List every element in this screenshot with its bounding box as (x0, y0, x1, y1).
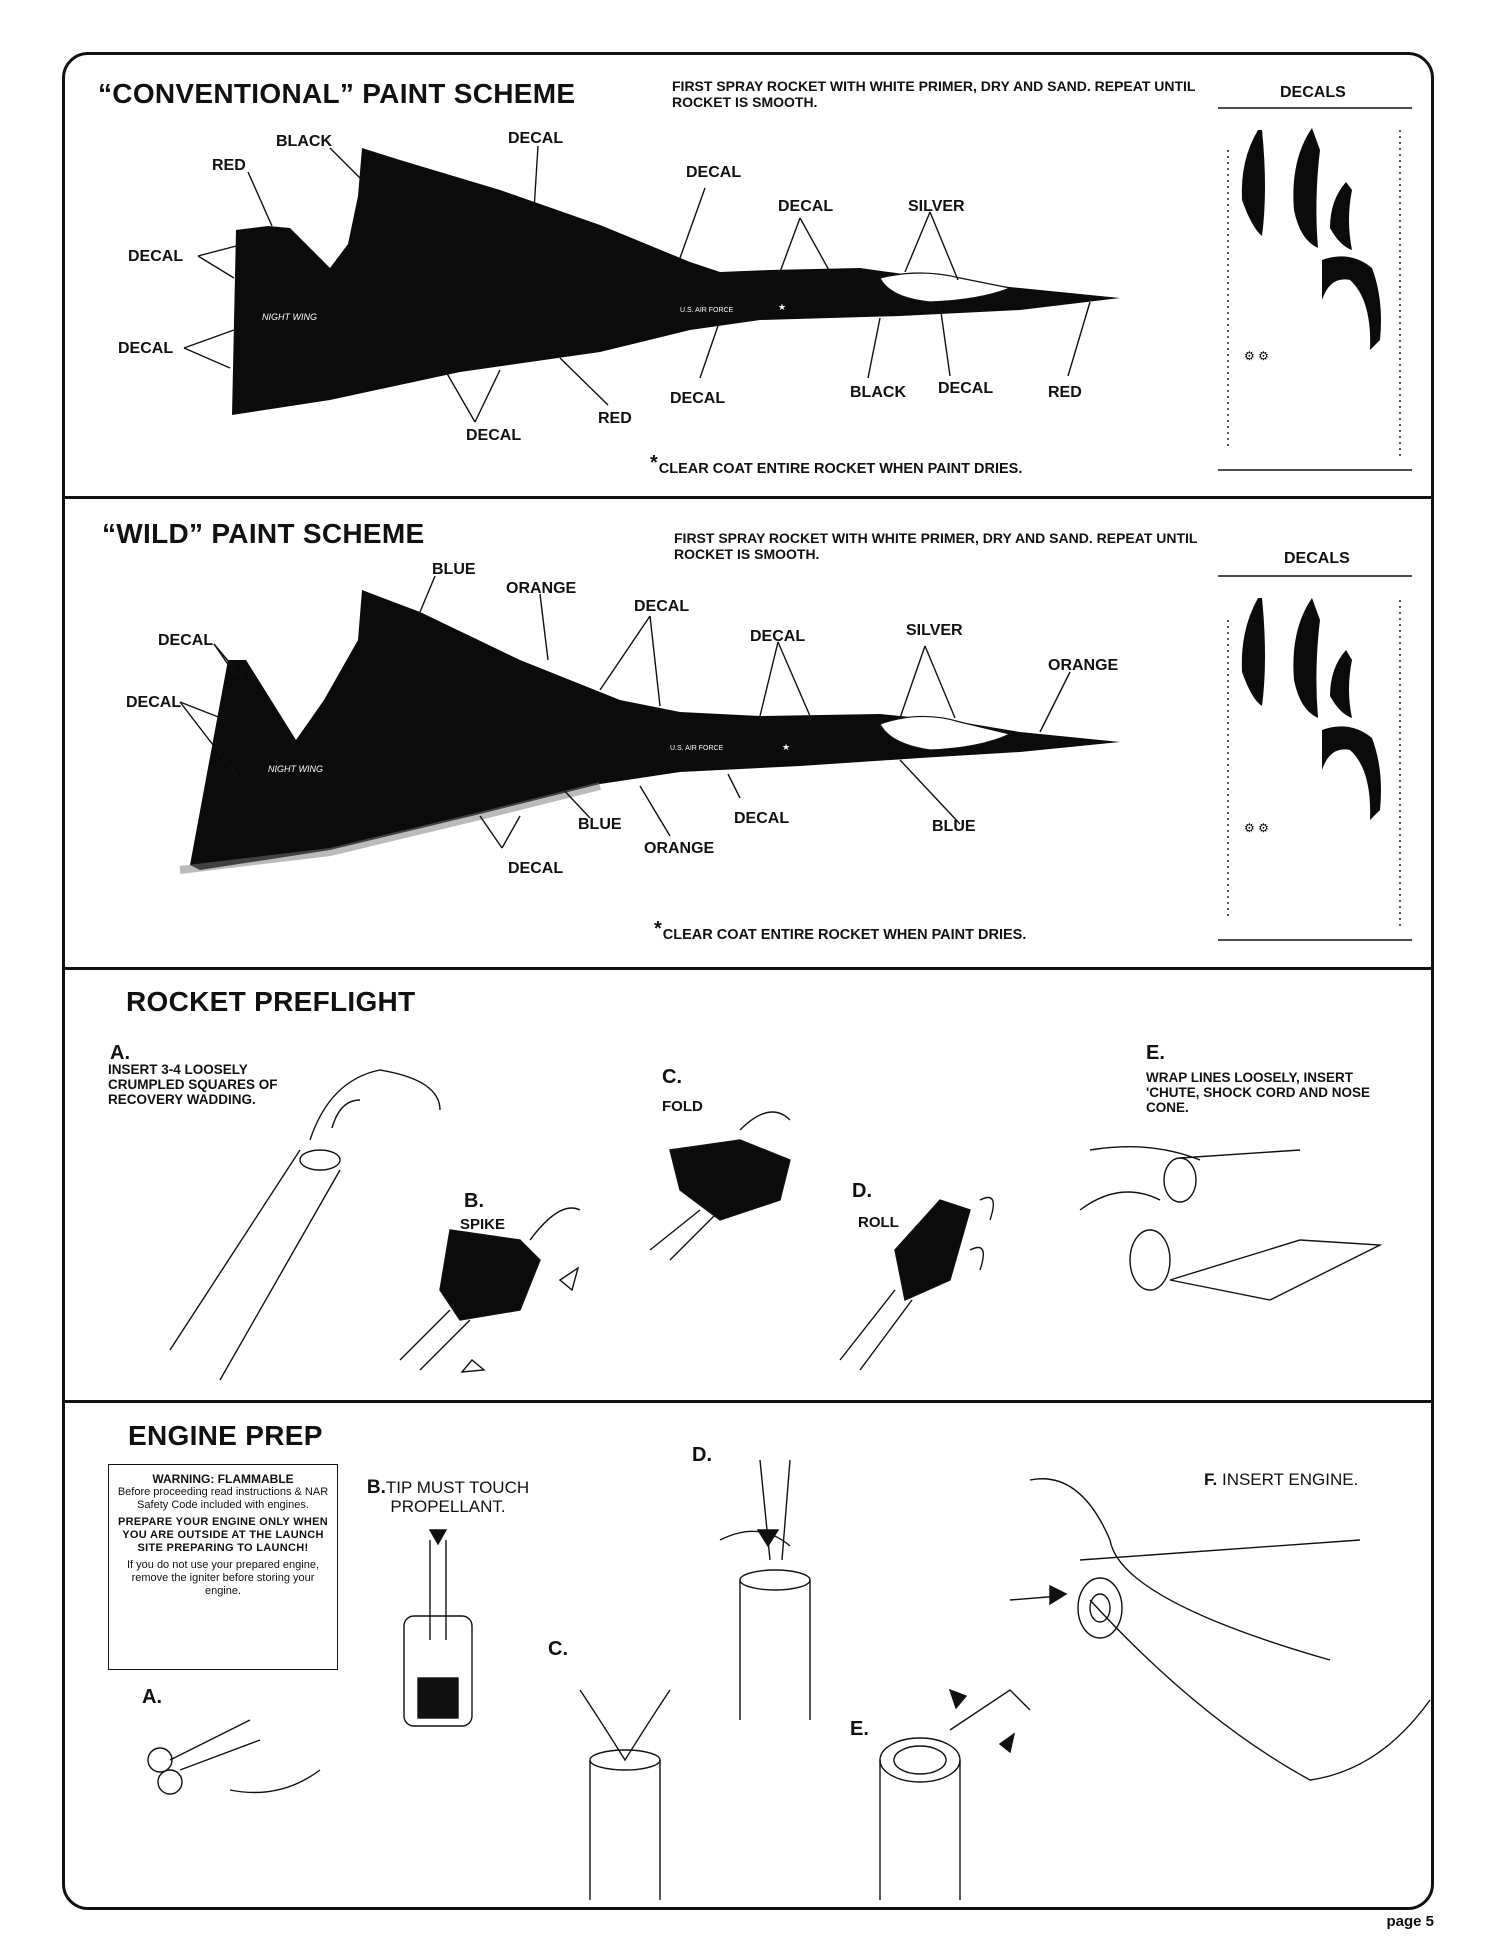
wild-decals-heading: DECALS (1284, 550, 1350, 567)
conventional-instruction: FIRST SPRAY ROCKET WITH WHITE PRIMER, DRY AND SAND. REPEAT UNTIL ROCKET IS SMOOTH. (672, 78, 1196, 110)
preflight-illustrations (170, 1070, 1380, 1380)
label-decal: DECAL (778, 198, 834, 215)
wild-instruction: FIRST SPRAY ROCKET WITH WHITE PRIMER, DRY AND SAND. REPEAT UNTIL ROCKET IS SMOOTH. (674, 530, 1198, 562)
label-decal: DECAL (686, 164, 742, 181)
label-decal: DECAL (118, 340, 174, 357)
conventional-clear-coat: *CLEAR COAT ENTIRE ROCKET WHEN PAINT DRIES. (650, 452, 1023, 477)
engine-step-f: F. INSERT ENGINE. (1204, 1470, 1359, 1489)
label-decal: DECAL (158, 632, 214, 649)
label-decal: DECAL (126, 694, 182, 711)
engine-step-b-text: TIP MUST TOUCH PROPELLANT. (385, 1478, 530, 1516)
label-orange: ORANGE (1048, 657, 1119, 674)
label-decal: DECAL (466, 427, 522, 444)
conventional-decal-sheet (1218, 108, 1412, 470)
svg-text:U.S. AIR FORCE: U.S. AIR FORCE (670, 745, 724, 752)
engine-step-d: D. (692, 1444, 712, 1466)
svg-text:NIGHT WING: NIGHT WING (262, 312, 317, 322)
engine-step-f-text: INSERT ENGINE. (1221, 1470, 1359, 1489)
engine-step-b: B.TIP MUST TOUCH PROPELLANT. (366, 1477, 530, 1516)
label-red: RED (598, 410, 632, 427)
preflight-step-a: A. (110, 1042, 130, 1064)
preflight-step-e: E. (1146, 1042, 1165, 1064)
engine-step-e: E. (850, 1718, 869, 1740)
label-orange: ORANGE (644, 840, 715, 857)
preflight-step-d-text: ROLL (858, 1214, 899, 1231)
preflight-step-b: B. (464, 1190, 484, 1212)
svg-text:★: ★ (778, 302, 787, 312)
label-decal: DECAL (508, 860, 564, 877)
label-black: BLACK (850, 384, 906, 401)
engine-step-a: A. (142, 1686, 162, 1708)
conventional-decals-heading: DECALS (1280, 84, 1346, 101)
page-number: page 5 (1386, 1913, 1434, 1930)
label-decal: DECAL (634, 598, 690, 615)
warning-footer: If you do not use your prepared engine, remove the igniter before storing your engine. (126, 1559, 320, 1597)
svg-text:⚙ ⚙: ⚙ ⚙ (1244, 821, 1269, 835)
label-decal: DECAL (670, 390, 726, 407)
label-silver: SILVER (906, 622, 963, 639)
wild-title: “WILD” PAINT SCHEME (102, 518, 425, 549)
preflight-step-c: C. (662, 1066, 682, 1088)
label-blue: BLUE (932, 818, 976, 835)
label-red: RED (212, 157, 246, 174)
label-decal: DECAL (750, 628, 806, 645)
engine-prep-illustrations (148, 1460, 1430, 1900)
preflight-step-c-text: FOLD (662, 1098, 703, 1115)
label-decal: DECAL (938, 380, 994, 397)
warning-box (108, 1464, 338, 1670)
wild-rocket-illustration (180, 590, 1120, 870)
preflight-step-d: D. (852, 1180, 872, 1202)
warning-body: Before proceeding read instructions & NAR Safety Code included with engines. (117, 1486, 329, 1511)
label-blue: BLUE (432, 561, 476, 578)
preflight-title: ROCKET PREFLIGHT (126, 986, 416, 1017)
warning-emphasis: PREPARE YOUR ENGINE ONLY WHEN YOU ARE OUTSIDE AT THE LAUNCH SITE PREPARING TO LAUNCH! (118, 1516, 328, 1554)
preflight-step-b-text: SPIKE (460, 1216, 506, 1233)
label-decal: DECAL (734, 810, 790, 827)
label-red: RED (1048, 384, 1082, 401)
svg-text:U.S. AIR FORCE: U.S. AIR FORCE (680, 307, 734, 314)
svg-text:★: ★ (782, 742, 791, 752)
preflight-step-e-text: WRAP LINES LOOSELY, INSERT 'CHUTE, SHOCK CORD AND NOSE CONE. (1146, 1070, 1370, 1115)
wild-decal-sheet (1218, 576, 1412, 940)
conventional-rocket-illustration (232, 148, 1120, 415)
label-black: BLACK (276, 133, 332, 150)
engine-step-c: C. (548, 1638, 568, 1660)
preflight-step-a-text: INSERT 3-4 LOOSELY CRUMPLED SQUARES OF RECOVERY WADDING. (108, 1062, 278, 1107)
label-decal: DECAL (508, 130, 564, 147)
label-orange: ORANGE (506, 580, 577, 597)
svg-text:NIGHT WING: NIGHT WING (268, 764, 323, 774)
conventional-title: “CONVENTIONAL” PAINT SCHEME (98, 78, 576, 109)
wild-clear-coat: *CLEAR COAT ENTIRE ROCKET WHEN PAINT DRIES. (654, 918, 1027, 943)
label-silver: SILVER (908, 198, 965, 215)
label-blue: BLUE (578, 816, 622, 833)
engine-prep-title: ENGINE PREP (128, 1420, 323, 1451)
warning-title: WARNING: FLAMMABLE (152, 1472, 294, 1486)
label-decal: DECAL (128, 248, 184, 265)
svg-text:⚙ ⚙: ⚙ ⚙ (1244, 349, 1269, 363)
